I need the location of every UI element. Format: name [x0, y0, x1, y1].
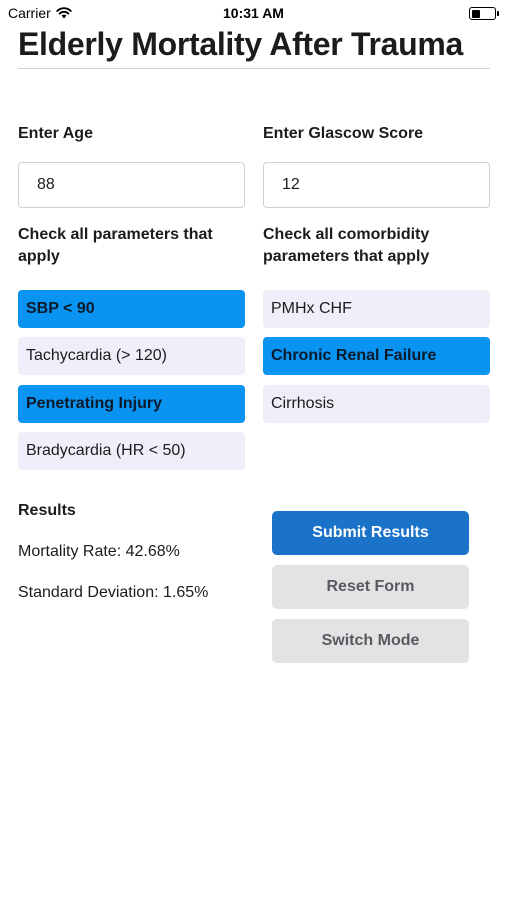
comorbidity-cirrhosis-toggle[interactable]: Cirrhosis — [263, 385, 490, 423]
param-tachycardia-toggle[interactable]: Tachycardia (> 120) — [18, 337, 245, 375]
param-bradycardia-toggle[interactable]: Bradycardia (HR < 50) — [18, 432, 245, 470]
comorbidities-label: Check all comorbidity parameters that apply — [263, 226, 430, 265]
reset-form-button[interactable]: Reset Form — [272, 565, 469, 609]
title-divider — [18, 68, 490, 69]
glasgow-input[interactable]: 12 — [263, 162, 490, 208]
results-title: Results — [18, 502, 76, 519]
comorbidity-renal-failure-toggle[interactable]: Chronic Renal Failure — [263, 337, 490, 375]
status-time: 10:31 AM — [223, 5, 284, 21]
comorbidity-chf-toggle[interactable]: PMHx CHF — [263, 290, 490, 328]
switch-mode-button[interactable]: Switch Mode — [272, 619, 469, 663]
standard-deviation-text: Standard Deviation: 1.65% — [18, 584, 209, 601]
param-penetrating-injury-toggle[interactable]: Penetrating Injury — [18, 385, 245, 423]
param-sbp-toggle[interactable]: SBP < 90 — [18, 290, 245, 328]
glasgow-label: Enter Glascow Score — [263, 125, 424, 142]
status-bar — [0, 0, 507, 28]
page-title: Elderly Mortality After Trauma — [18, 26, 464, 62]
battery-level — [472, 10, 480, 18]
carrier-label: Carrier — [8, 5, 51, 21]
parameters-label: Check all parameters that apply — [18, 226, 213, 265]
submit-results-button[interactable]: Submit Results — [272, 511, 469, 555]
age-input[interactable]: 88 — [18, 162, 245, 208]
age-label: Enter Age — [18, 125, 93, 142]
mortality-rate-text: Mortality Rate: 42.68% — [18, 543, 180, 560]
battery-icon — [469, 7, 496, 20]
